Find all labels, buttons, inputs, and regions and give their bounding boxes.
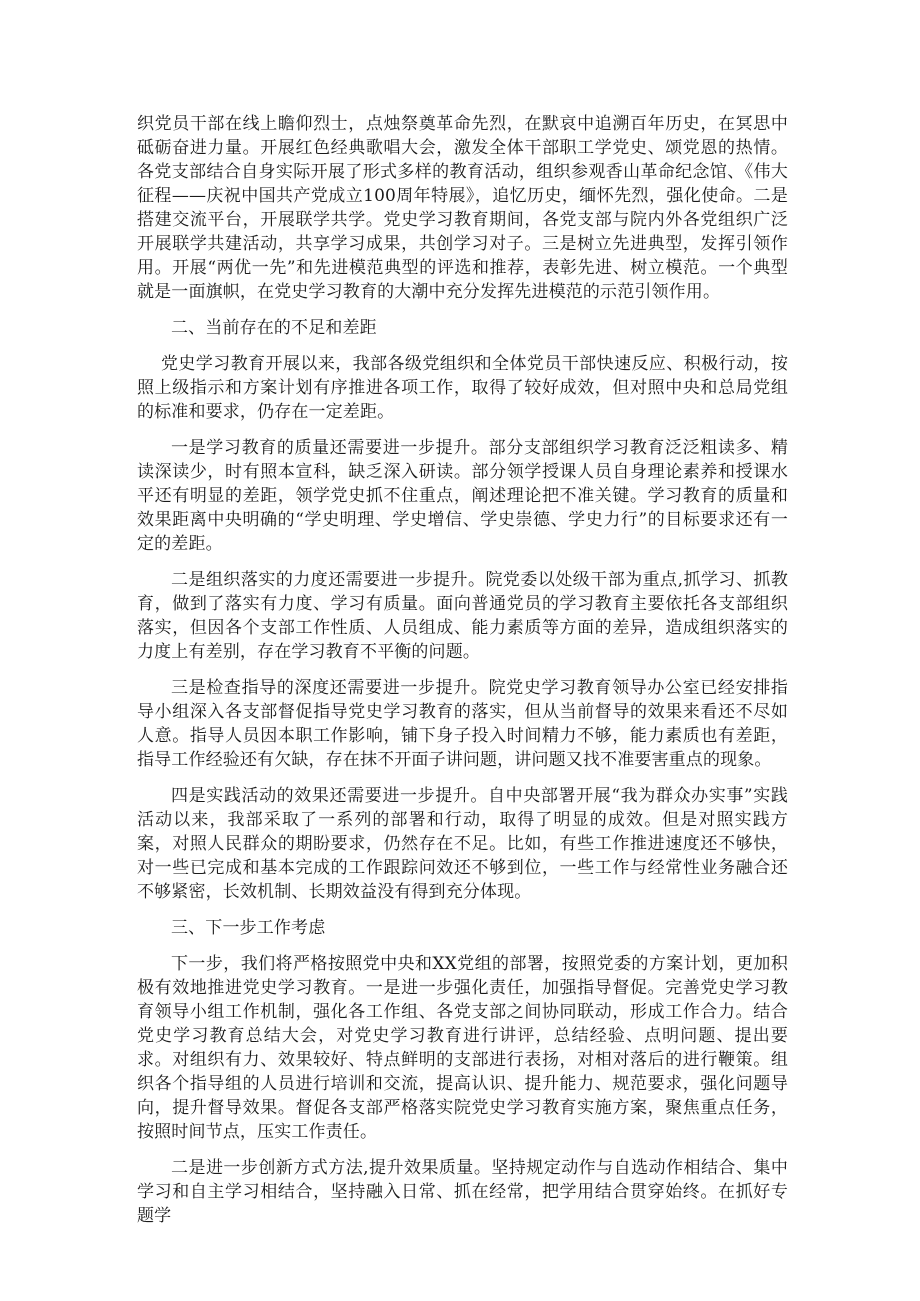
paragraph-shortcoming-1: 一是学习教育的质量还需要进一步提升。部分支部组织学习教育泛泛粗读多、精读深读少，时有照本宣科，缺乏深入研读。部分领学授课人员自身理论素养和授课水平还有明显的差距，领学党史抓不住重点，阐述理论把不准关键。学习教育的质量和效果距离中央明确的“学史明理、学史增信、学史崇德、学史力行”的目标要求还有一定的差距。 bbox=[137, 438, 788, 554]
paragraph-next-steps-2: 二是进一步创新方式方法,提升效果质量。坚持规定动作与自选动作相结合、集中学习和自主学习相结合，坚持融入日常、抓在经常，把学用结合贯穿始终。在抓好专题学 bbox=[137, 1158, 788, 1226]
paragraph-shortcomings-intro: 党史学习教育开展以来，我部各级党组织和全体党员干部快速反应、积极行动，按照上级指示和方案计划有序推进各项工作，取得了较好成效，但对照中央和总局党组的标准和要求，仍存在一定差距。 bbox=[137, 354, 788, 422]
section-heading-next-steps: 三、下一步工作考虑 bbox=[171, 918, 326, 938]
section-heading-shortcomings: 二、当前存在的不足和差距 bbox=[171, 318, 377, 338]
paragraph-shortcoming-4: 四是实践活动的效果还需要进一步提升。自中央部署开展“我为群众办实事”实践活动以来，我部采取了一系列的部署和行动，取得了明显的成效。但是对照实践方案，对照人民群众的期盼要求，仍然存在不足。比如，有些工作推进速度还不够快，对一些已完成和基本完成的工作跟踪问效还不够到位，一些工作与经常性业务融合还不够紧密，长效机制、长期效益没有得到充分体现。 bbox=[137, 786, 788, 902]
paragraph-achievements-continued: 织党员干部在线上瞻仰烈士，点烛祭奠革命先烈，在默哀中追溯百年历史，在冥思中砥砺奋进力量。开展红色经典歌唱大会，激发全体干部职工学党史、颂党恩的热情。各党支部结合自身实际开展了形式多样的教育活动，组织参观香山革命纪念馆、《伟大征程——庆祝中国共产党成立100周年特展》，追忆历史，缅怀先烈，强化使命。二是搭建交流平台，开展联学共学。党史学习教育期间，各党支部与院内外各党组织广泛开展联学共建活动，共享学习成果，共创学习对子。三是树立先进典型，发挥引领作用。开展“两优一先”和先进模范典型的评选和推荐，表彰先进、树立模范。一个典型就是一面旗帜，在党史学习教育的大潮中充分发挥先进模范的示范引领作用。 bbox=[137, 114, 788, 302]
document-body bbox=[137, 112, 788, 1240]
paragraph-shortcoming-3: 三是检查指导的深度还需要进一步提升。院党史学习教育领导办公室已经安排指导小组深入各支部督促指导党史学习教育的落实，但从当前督导的效果来看还不尽如人意。指导人员因本职工作影响，铺下身子投入时间精力不够，能力素质也有差距，指导工作经验还有欠缺，存在抹不开面子讲问题，讲问题又找不准要害重点的现象。 bbox=[137, 678, 788, 770]
paragraph-shortcoming-2: 二是组织落实的力度还需要进一步提升。院党委以处级干部为重点,抓学习、抓教育，做到了落实有力度、学习有质量。面向普通党员的学习教育主要依托各支部组织落实，但因各个支部工作性质、人员组成、能力素质等方面的差异，造成组织落实的力度上有差别，存在学习教育不平衡的问题。 bbox=[137, 570, 788, 662]
paragraph-next-steps-1: 下一步，我们将严格按照党中央和XX党组的部署，按照党委的方案计划，更加积极有效地推进党史学习教育。一是进一步强化责任，加强指导督促。完善党史学习教育领导小组工作机制，强化各工作组、各党支部之间协同联动，形成工作合力。结合党史学习教育总结大会，对党史学习教育进行讲评，总结经验、点明问题、提出要求。对组织有力、效果较好、特点鲜明的支部进行表扬，对相对落后的进行鞭策。组织各个指导组的人员进行培训和交流，提高认识、提升能力、规范要求，强化问题导向，提升督导效果。督促各支部严格落实院党史学习教育实施方案，聚焦重点任务，按照时间节点，压实工作责任。 bbox=[137, 954, 788, 1142]
